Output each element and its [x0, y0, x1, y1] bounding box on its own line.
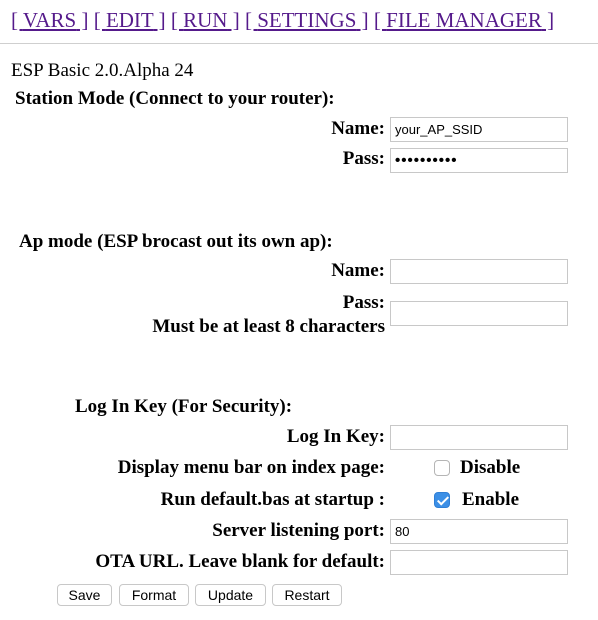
ap-pass-input[interactable] [390, 301, 568, 326]
login-key-heading: Log In Key (For Security): [75, 396, 293, 417]
run-default-checkbox-label: Enable [462, 489, 520, 510]
run-default-label: Run default.bas at startup : [160, 489, 385, 510]
page-title: ESP Basic 2.0.Alpha 24 [11, 60, 194, 81]
station-name-input[interactable]: your_AP_SSID [390, 117, 568, 142]
update-button[interactable]: Update [195, 584, 266, 606]
login-key-label: Log In Key: [286, 426, 385, 447]
save-button[interactable]: Save [57, 584, 112, 606]
run-default-checkbox[interactable] [434, 492, 450, 508]
ap-pass-hint: Must be at least 8 characters [152, 316, 385, 337]
nav-vars-link[interactable]: VARS [22, 8, 77, 32]
station-name-label: Name: [331, 118, 385, 139]
station-pass-label: Pass: [342, 148, 385, 169]
menu-bar-label: Display menu bar on index page: [117, 457, 385, 478]
login-key-input[interactable] [390, 425, 568, 450]
station-pass-input[interactable]: •••••••••• [390, 148, 568, 173]
station-mode-heading: Station Mode (Connect to your router): [15, 88, 335, 109]
format-button[interactable]: Format [119, 584, 189, 606]
restart-button[interactable]: Restart [272, 584, 342, 606]
menu-bar-checkbox-label: Disable [460, 457, 521, 478]
ap-pass-label: Pass: [342, 292, 385, 313]
ap-name-label: Name: [331, 260, 385, 281]
nav-settings-link[interactable]: SETTINGS [257, 8, 357, 32]
ota-url-input[interactable] [390, 550, 568, 575]
nav-edit-link[interactable]: EDIT [105, 8, 154, 32]
nav-run-link[interactable]: RUN [183, 8, 228, 32]
top-nav-bar: [ VARS ] [ EDIT ] [ RUN ] [ SETTINGS ] [ FILE MANAGER ] [11, 8, 555, 32]
ota-url-label: OTA URL. Leave blank for default: [95, 551, 385, 572]
nav-divider [0, 43, 598, 44]
menu-bar-checkbox[interactable] [434, 460, 450, 476]
ap-mode-heading: Ap mode (ESP brocast out its own ap): [19, 231, 333, 252]
nav-file-manager-link[interactable]: FILE MANAGER [386, 8, 542, 32]
ap-name-input[interactable] [390, 259, 568, 284]
server-port-label: Server listening port: [212, 520, 385, 541]
server-port-input[interactable]: 80 [390, 519, 568, 544]
